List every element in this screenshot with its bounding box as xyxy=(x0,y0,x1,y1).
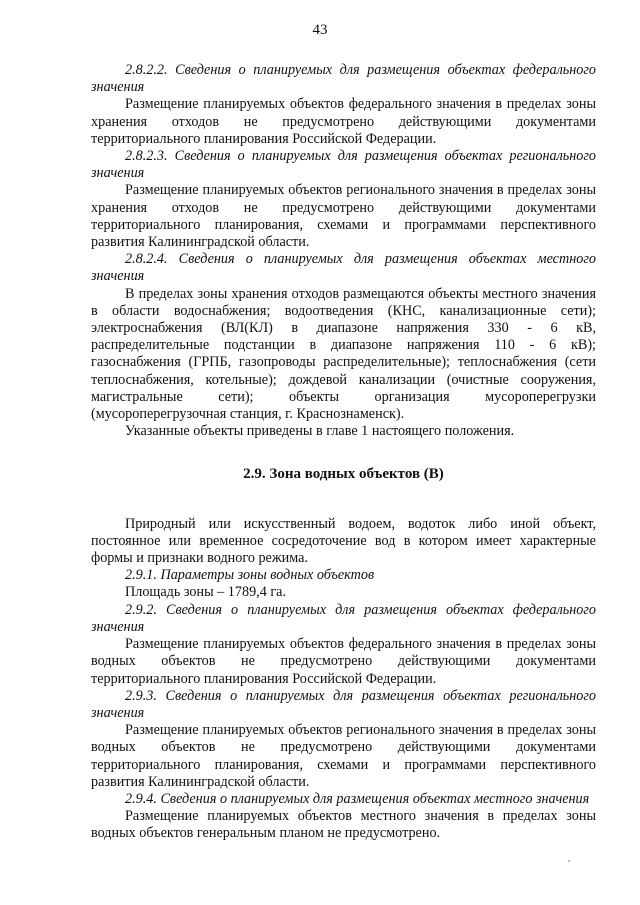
paragraph: Природный или искусственный водоем, водоток либо иной объект, постоянное или временное сосредоточение вод в котором имеет характерные формы и признаки водного режима. xyxy=(91,515,596,567)
paragraph: В пределах зоны хранения отходов размещаются объекты местного значения в области водоснабжения; водоотведения (КНС, канализационные сети); электроснабжения (ВЛ(КЛ) в диапазоне напряжения 330 - 6 кВ, распределительные подстанции в диапазоне напряжения 110 - 6 кВ); газоснабжения (ГРПБ, газопроводы распределительные); теплоснабжения (сети теплоснабжения, котельные); дождевой канализации (очистные сооружения, магистральные сети); объекты организация мусороперегрузки (мусороперегрузочная станция, г. Краснознаменск). xyxy=(91,285,596,423)
subsection-heading: 2.9.1. Параметры зоны водных объектов xyxy=(125,567,375,584)
section-heading: 2.9. Зона водных объектов (В) xyxy=(243,466,444,483)
paragraph: Размещение планируемых объектов регионального значения в пределах зоны водных объектов не предусмотрено действующими документами территориального планирования, схемами и программами перспективного развития Калининградской области. xyxy=(91,722,596,790)
paragraph: Размещение планируемых объектов регионального значения в пределах зоны хранения отходов не предусмотрено действующими документами территориального планирования, схемами и программами перспективного развития Калининградской области. xyxy=(91,182,596,251)
subsection-heading: 2.9.4. Сведения о планируемых для размещения объектах местного значения xyxy=(125,790,590,807)
paragraph: Площадь зоны – 1789,4 га. xyxy=(125,584,287,601)
paragraph: Размещение планируемых объектов федерального значения в пределах зоны хранения отходов не предусмотрено действующими документами территориального планирования Российской Федерации. xyxy=(91,96,596,147)
document-body xyxy=(91,62,596,843)
subsection-heading: 2.8.2.3. Сведения о планируемых для размещения объектах регионального значения xyxy=(91,148,596,182)
paragraph: Указанные объекты приведены в главе 1 настоящего положения. xyxy=(125,423,515,440)
subsection-heading: 2.8.2.4. Сведения о планируемых для размещения объектах местного значения xyxy=(91,251,596,285)
page-number: 43 xyxy=(312,22,328,38)
paragraph: Размещение планируемых объектов федерального значения в пределах зоны водных объектов не предусмотрено действующими документами территориального планирования Российской Федерации. xyxy=(91,636,596,687)
subsection-heading: 2.9.2. Сведения о планируемых для размещения объектах федерального значения xyxy=(91,601,596,635)
paragraph: Размещение планируемых объектов местного значения в пределах зоны водных объектов генеральным планом не предусмотрено. xyxy=(91,808,596,842)
scan-speck xyxy=(568,860,570,862)
subsection-heading: 2.8.2.2. Сведения о планируемых для размещения объектах федерального значения xyxy=(91,62,596,96)
subsection-heading: 2.9.3. Сведения о планируемых для размещения объектах регионального значения xyxy=(91,687,596,721)
